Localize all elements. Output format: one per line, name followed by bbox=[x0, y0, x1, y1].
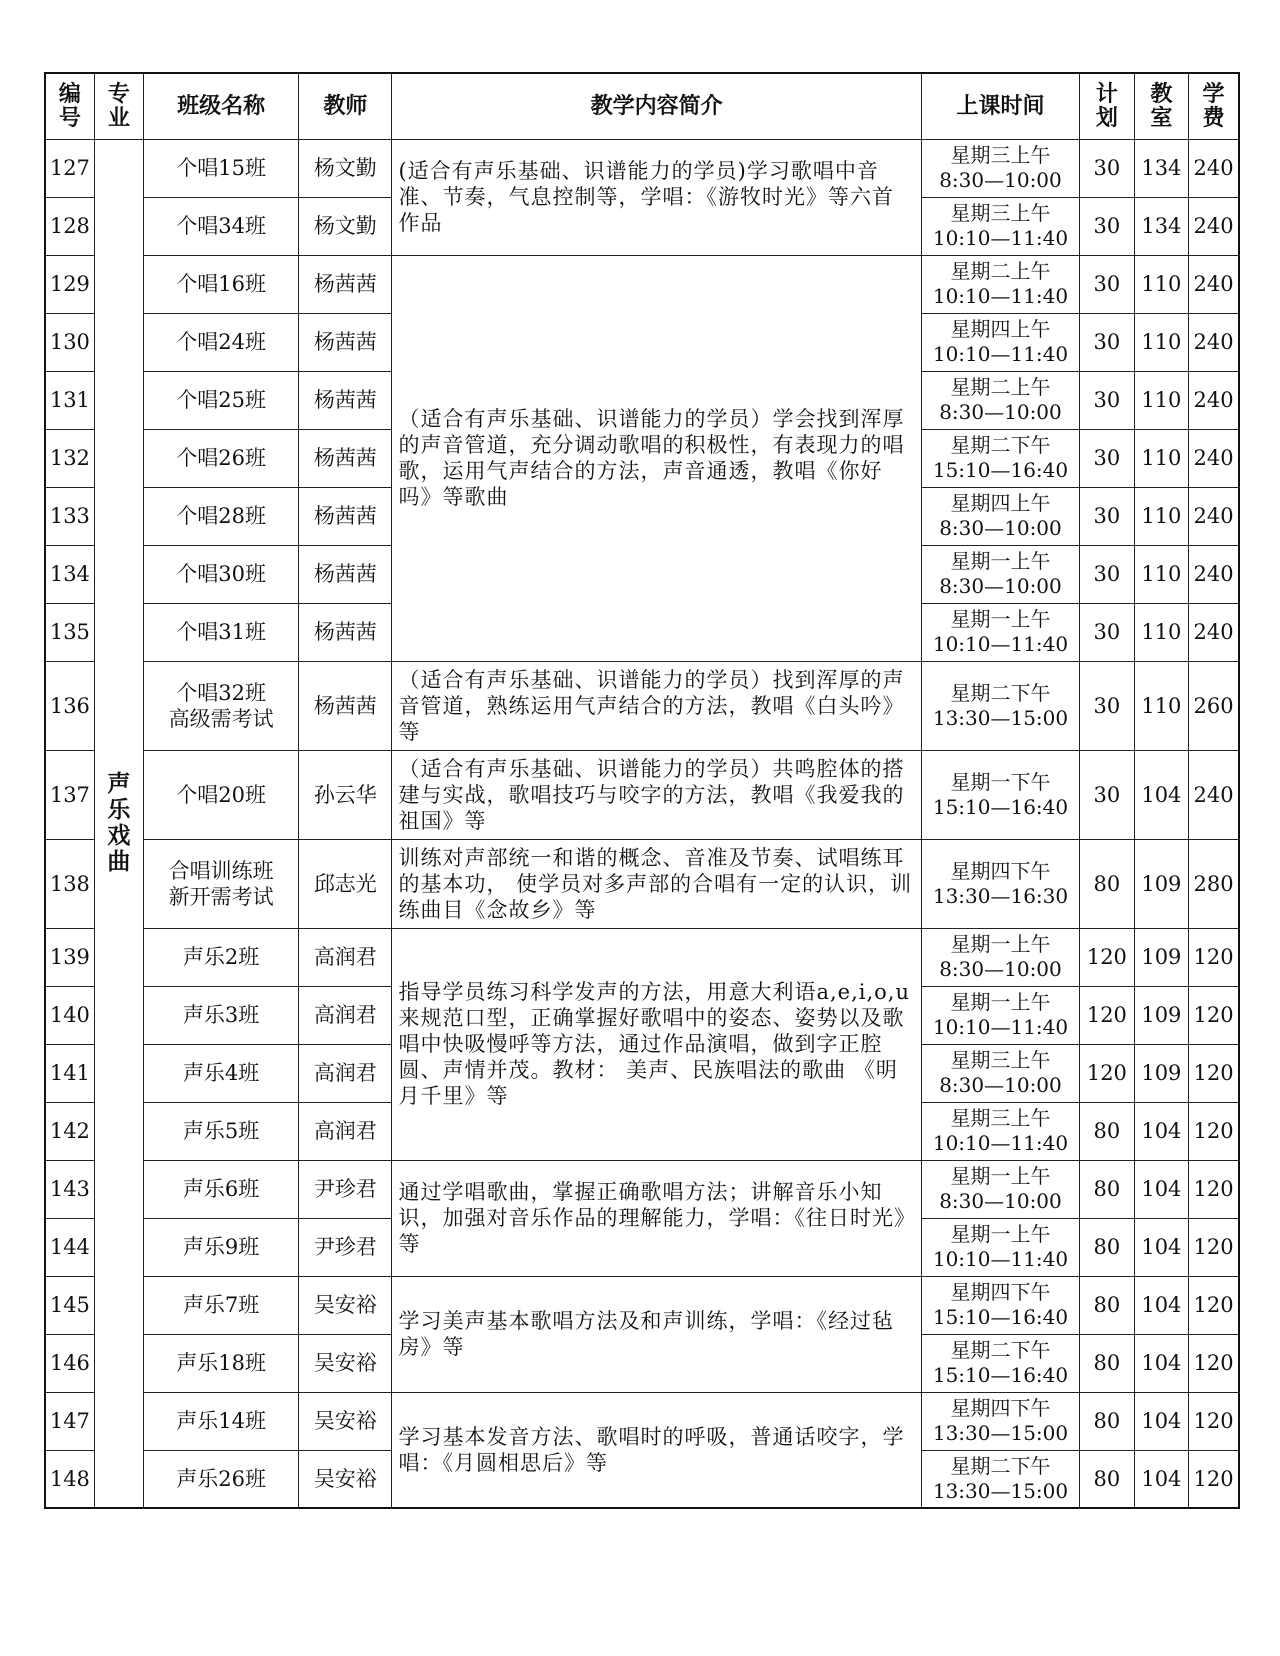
teacher-name: 杨文勤 bbox=[299, 197, 392, 255]
class-day: 星期四上午 bbox=[950, 317, 1051, 341]
teacher-name: 高润君 bbox=[299, 986, 392, 1044]
plan-count: 30 bbox=[1080, 603, 1135, 661]
class-name-part: 个唱25班 bbox=[176, 388, 266, 412]
row-number: 148 bbox=[45, 1450, 94, 1508]
classroom: 110 bbox=[1134, 429, 1189, 487]
class-hours: 8:30—10:00 bbox=[939, 516, 1062, 540]
classroom: 110 bbox=[1134, 603, 1189, 661]
teacher-name: 尹珍君 bbox=[299, 1218, 392, 1276]
class-name-part: 个唱15班 bbox=[176, 156, 266, 180]
class-day: 星期一上午 bbox=[950, 932, 1051, 956]
plan-count: 80 bbox=[1080, 1334, 1135, 1392]
row-number: 139 bbox=[45, 928, 94, 986]
class-time bbox=[921, 661, 1079, 750]
class-name bbox=[144, 197, 299, 255]
class-name bbox=[144, 1392, 299, 1450]
class-time bbox=[921, 487, 1079, 545]
class-name-part: 个唱34班 bbox=[176, 214, 266, 238]
classroom: 110 bbox=[1134, 255, 1189, 313]
class-hours: 8:30—10:00 bbox=[939, 400, 1062, 424]
class-name-part: 个唱30班 bbox=[176, 562, 266, 586]
teacher-name: 杨茜茜 bbox=[299, 487, 392, 545]
course-description: （适合有声乐基础、识谱能力的学员）学会找到浑厚的声音管道，充分调动歌唱的积极性，有表现力的唱歌，运用气声结合的方法，声音通透，教唱《你好吗》等歌曲 bbox=[392, 255, 921, 661]
row-number: 147 bbox=[45, 1392, 94, 1450]
teacher-name: 吴安裕 bbox=[299, 1276, 392, 1334]
class-time bbox=[921, 928, 1079, 986]
class-name-part: 个唱26班 bbox=[176, 446, 266, 470]
class-name bbox=[144, 255, 299, 313]
teacher-name: 吴安裕 bbox=[299, 1392, 392, 1450]
header-plan: 计划 bbox=[1080, 73, 1135, 139]
teacher-name: 杨茜茜 bbox=[299, 603, 392, 661]
class-name-part: 声乐6班 bbox=[182, 1177, 260, 1201]
class-name bbox=[144, 661, 299, 750]
class-name-part: 个唱16班 bbox=[176, 272, 266, 296]
class-time bbox=[921, 1102, 1079, 1160]
header-row bbox=[45, 73, 1239, 139]
classroom: 134 bbox=[1134, 197, 1189, 255]
tuition-fee: 240 bbox=[1189, 487, 1239, 545]
tuition-fee: 240 bbox=[1189, 197, 1239, 255]
course-description: 学习美声基本歌唱方法及和声训练，学唱：《经过毡房》等 bbox=[392, 1276, 921, 1392]
class-name bbox=[144, 986, 299, 1044]
class-name-part: 个唱24班 bbox=[176, 330, 266, 354]
tuition-fee: 240 bbox=[1189, 139, 1239, 197]
row-number: 130 bbox=[45, 313, 94, 371]
table-row bbox=[45, 661, 1239, 750]
class-name-part: 个唱28班 bbox=[176, 504, 266, 528]
classroom: 104 bbox=[1134, 750, 1189, 839]
table-row bbox=[45, 839, 1239, 928]
tuition-fee: 120 bbox=[1189, 1334, 1239, 1392]
header-major: 专业 bbox=[94, 73, 143, 139]
classroom: 110 bbox=[1134, 487, 1189, 545]
row-number: 133 bbox=[45, 487, 94, 545]
classroom: 109 bbox=[1134, 1044, 1189, 1102]
class-name bbox=[144, 487, 299, 545]
class-day: 星期二下午 bbox=[950, 680, 1051, 705]
classroom: 110 bbox=[1134, 661, 1189, 750]
class-time bbox=[921, 313, 1079, 371]
class-name-part: 个唱31班 bbox=[176, 620, 266, 644]
class-name-part: 声乐18班 bbox=[176, 1351, 266, 1375]
class-day: 星期一下午 bbox=[950, 769, 1051, 794]
plan-count: 30 bbox=[1080, 139, 1135, 197]
class-name-part: 声乐2班 bbox=[182, 945, 260, 969]
class-time bbox=[921, 545, 1079, 603]
header-content: 教学内容简介 bbox=[392, 73, 921, 139]
header-teacher: 教师 bbox=[299, 73, 392, 139]
teacher-name: 尹珍君 bbox=[299, 1160, 392, 1218]
tuition-fee: 240 bbox=[1189, 429, 1239, 487]
class-name-part: 声乐9班 bbox=[182, 1235, 260, 1259]
teacher-name: 孙云华 bbox=[299, 750, 392, 839]
tuition-fee: 120 bbox=[1189, 928, 1239, 986]
class-name-part: 声乐3班 bbox=[182, 1003, 260, 1027]
table-row bbox=[45, 1276, 1239, 1334]
class-time bbox=[921, 1392, 1079, 1450]
class-day: 星期四下午 bbox=[950, 858, 1051, 883]
class-day: 星期一上午 bbox=[950, 1222, 1051, 1246]
class-time bbox=[921, 1160, 1079, 1218]
teacher-name: 杨茜茜 bbox=[299, 313, 392, 371]
row-number: 146 bbox=[45, 1334, 94, 1392]
class-time bbox=[921, 603, 1079, 661]
class-name bbox=[144, 1450, 299, 1508]
class-day: 星期三上午 bbox=[950, 1048, 1051, 1072]
class-hours: 10:10—11:40 bbox=[932, 226, 1069, 250]
row-number: 140 bbox=[45, 986, 94, 1044]
table-row bbox=[45, 1160, 1239, 1218]
tuition-fee: 120 bbox=[1189, 1218, 1239, 1276]
class-hours: 15:10—16:40 bbox=[932, 1305, 1069, 1329]
class-name-part: 个唱20班 bbox=[176, 782, 266, 807]
class-name-part: 个唱32班 bbox=[176, 680, 266, 705]
plan-count: 30 bbox=[1080, 545, 1135, 603]
classroom: 104 bbox=[1134, 1102, 1189, 1160]
class-hours: 10:10—11:40 bbox=[932, 1247, 1069, 1271]
class-name bbox=[144, 603, 299, 661]
class-name-part: 声乐14班 bbox=[176, 1409, 266, 1433]
row-number: 142 bbox=[45, 1102, 94, 1160]
plan-count: 120 bbox=[1080, 1044, 1135, 1102]
class-hours: 13:30—16:30 bbox=[932, 883, 1069, 908]
class-hours: 8:30—10:00 bbox=[939, 168, 1062, 192]
row-number: 143 bbox=[45, 1160, 94, 1218]
class-day: 星期三上午 bbox=[950, 143, 1051, 167]
class-time bbox=[921, 1334, 1079, 1392]
classroom: 110 bbox=[1134, 313, 1189, 371]
table-row bbox=[45, 928, 1239, 986]
class-time bbox=[921, 1276, 1079, 1334]
class-day: 星期四下午 bbox=[950, 1280, 1051, 1304]
course-description: 指导学员练习科学发声的方法，用意大利语a,e,i,o,u来规范口型，正确掌握好歌唱中的姿态、姿势以及歌唱中快吸慢呼等方法，通过作品演唱，做到字正腔圆、声情并茂。教材： 美声、民族唱法的歌曲 《明月千里》等 bbox=[392, 928, 921, 1160]
table-row bbox=[45, 750, 1239, 839]
tuition-fee: 120 bbox=[1189, 1276, 1239, 1334]
class-name-part: 高级需考试 bbox=[168, 706, 274, 731]
class-name-part: 声乐4班 bbox=[182, 1061, 260, 1085]
tuition-fee: 120 bbox=[1189, 1160, 1239, 1218]
tuition-fee: 240 bbox=[1189, 255, 1239, 313]
tuition-fee: 120 bbox=[1189, 1450, 1239, 1508]
class-hours: 8:30—10:00 bbox=[939, 957, 1062, 981]
class-day: 星期二下午 bbox=[950, 433, 1051, 457]
classroom: 110 bbox=[1134, 545, 1189, 603]
tuition-fee: 240 bbox=[1189, 545, 1239, 603]
teacher-name: 高润君 bbox=[299, 1044, 392, 1102]
class-name-part: 新开需考试 bbox=[168, 884, 274, 909]
table-row bbox=[45, 1392, 1239, 1450]
class-day: 星期二上午 bbox=[950, 259, 1051, 283]
class-name bbox=[144, 371, 299, 429]
plan-count: 30 bbox=[1080, 429, 1135, 487]
class-hours: 13:30—15:00 bbox=[932, 705, 1069, 730]
class-day: 星期一上午 bbox=[950, 1164, 1051, 1188]
teacher-name: 杨文勤 bbox=[299, 139, 392, 197]
classroom: 104 bbox=[1134, 1334, 1189, 1392]
class-name-part: 声乐7班 bbox=[182, 1293, 260, 1317]
class-name bbox=[144, 1218, 299, 1276]
class-day: 星期三上午 bbox=[950, 201, 1051, 225]
class-name bbox=[144, 839, 299, 928]
class-day: 星期一上午 bbox=[950, 607, 1051, 631]
major-cell bbox=[94, 139, 143, 1508]
classroom: 104 bbox=[1134, 1218, 1189, 1276]
class-time bbox=[921, 371, 1079, 429]
tuition-fee: 120 bbox=[1189, 1044, 1239, 1102]
plan-count: 80 bbox=[1080, 1276, 1135, 1334]
course-description: （适合有声乐基础、识谱能力的学员）共鸣腔体的搭建与实战，歌唱技巧与咬字的方法，教唱《我爱我的祖国》等 bbox=[392, 750, 921, 839]
teacher-name: 高润君 bbox=[299, 1102, 392, 1160]
class-name bbox=[144, 928, 299, 986]
class-name bbox=[144, 429, 299, 487]
class-hours: 10:10—11:40 bbox=[932, 1131, 1069, 1155]
class-time bbox=[921, 197, 1079, 255]
tuition-fee: 260 bbox=[1189, 661, 1239, 750]
class-name bbox=[144, 1276, 299, 1334]
class-hours: 13:30—15:00 bbox=[932, 1478, 1069, 1503]
class-time bbox=[921, 986, 1079, 1044]
classroom: 109 bbox=[1134, 928, 1189, 986]
tuition-fee: 120 bbox=[1189, 1392, 1239, 1450]
class-day: 星期四上午 bbox=[950, 491, 1051, 515]
teacher-name: 吴安裕 bbox=[299, 1450, 392, 1508]
class-day: 星期三上午 bbox=[950, 1106, 1051, 1130]
tuition-fee: 240 bbox=[1189, 750, 1239, 839]
header-time: 上课时间 bbox=[921, 73, 1079, 139]
teacher-name: 杨茜茜 bbox=[299, 429, 392, 487]
plan-count: 80 bbox=[1080, 1450, 1135, 1508]
row-number: 128 bbox=[45, 197, 94, 255]
teacher-name: 杨茜茜 bbox=[299, 661, 392, 750]
course-description: 通过学唱歌曲，掌握正确歌唱方法；讲解音乐小知识，加强对音乐作品的理解能力，学唱：《往日时光》等 bbox=[392, 1160, 921, 1276]
teacher-name: 杨茜茜 bbox=[299, 545, 392, 603]
class-name bbox=[144, 1102, 299, 1160]
tuition-fee: 240 bbox=[1189, 603, 1239, 661]
plan-count: 80 bbox=[1080, 1102, 1135, 1160]
class-hours: 10:10—11:40 bbox=[932, 342, 1069, 366]
major-label: 声乐戏曲 bbox=[107, 770, 131, 876]
plan-count: 80 bbox=[1080, 1392, 1135, 1450]
class-name bbox=[144, 1334, 299, 1392]
teacher-name: 杨茜茜 bbox=[299, 255, 392, 313]
class-hours: 13:30—15:00 bbox=[932, 1421, 1069, 1445]
class-name-part: 合唱训练班 bbox=[168, 858, 274, 883]
plan-count: 30 bbox=[1080, 371, 1135, 429]
teacher-name: 吴安裕 bbox=[299, 1334, 392, 1392]
row-number: 127 bbox=[45, 139, 94, 197]
course-description: (适合有声乐基础、识谱能力的学员)学习歌唱中音准、节奏，气息控制等，学唱：《游牧时光》等六首作品 bbox=[392, 139, 921, 255]
row-number: 145 bbox=[45, 1276, 94, 1334]
plan-count: 120 bbox=[1080, 928, 1135, 986]
row-number: 137 bbox=[45, 750, 94, 839]
class-day: 星期二下午 bbox=[950, 1338, 1051, 1362]
class-time bbox=[921, 429, 1079, 487]
class-name bbox=[144, 750, 299, 839]
teacher-name: 杨茜茜 bbox=[299, 371, 392, 429]
class-hours: 8:30—10:00 bbox=[939, 574, 1062, 598]
classroom: 109 bbox=[1134, 839, 1189, 928]
class-hours: 10:10—11:40 bbox=[932, 284, 1069, 308]
classroom: 104 bbox=[1134, 1450, 1189, 1508]
course-table bbox=[44, 72, 1240, 1509]
class-name bbox=[144, 139, 299, 197]
classroom: 104 bbox=[1134, 1160, 1189, 1218]
plan-count: 30 bbox=[1080, 313, 1135, 371]
class-name bbox=[144, 1044, 299, 1102]
header-fee: 学费 bbox=[1189, 73, 1239, 139]
table-row bbox=[45, 255, 1239, 313]
class-name-part: 声乐26班 bbox=[176, 1466, 266, 1491]
class-name bbox=[144, 1160, 299, 1218]
plan-count: 30 bbox=[1080, 255, 1135, 313]
class-day: 星期一上午 bbox=[950, 549, 1051, 573]
class-name-part: 声乐5班 bbox=[182, 1119, 260, 1143]
row-number: 141 bbox=[45, 1044, 94, 1102]
row-number: 136 bbox=[45, 661, 94, 750]
plan-count: 30 bbox=[1080, 487, 1135, 545]
class-time bbox=[921, 255, 1079, 313]
row-number: 144 bbox=[45, 1218, 94, 1276]
class-time bbox=[921, 839, 1079, 928]
class-time bbox=[921, 139, 1079, 197]
class-time bbox=[921, 1218, 1079, 1276]
classroom: 104 bbox=[1134, 1392, 1189, 1450]
row-number: 135 bbox=[45, 603, 94, 661]
header-class-name: 班级名称 bbox=[144, 73, 299, 139]
tuition-fee: 120 bbox=[1189, 986, 1239, 1044]
tuition-fee: 280 bbox=[1189, 839, 1239, 928]
row-number: 134 bbox=[45, 545, 94, 603]
classroom: 104 bbox=[1134, 1276, 1189, 1334]
course-description: 学习基本发音方法、歌唱时的呼吸，普通话咬字，学唱：《月圆相思后》等 bbox=[392, 1392, 921, 1508]
header-no: 编号 bbox=[45, 73, 94, 139]
class-day: 星期一上午 bbox=[950, 990, 1051, 1014]
class-name bbox=[144, 545, 299, 603]
table-row bbox=[45, 139, 1239, 197]
plan-count: 30 bbox=[1080, 661, 1135, 750]
class-day: 星期二上午 bbox=[950, 375, 1051, 399]
header-room: 教室 bbox=[1134, 73, 1189, 139]
class-time bbox=[921, 1044, 1079, 1102]
plan-count: 80 bbox=[1080, 839, 1135, 928]
course-description: 训练对声部统一和谐的概念、音准及节奏、试唱练耳的基本功， 使学员对多声部的合唱有一定的认识，训练曲目《念故乡》等 bbox=[392, 839, 921, 928]
classroom: 134 bbox=[1134, 139, 1189, 197]
class-hours: 15:10—16:40 bbox=[932, 1363, 1069, 1387]
class-time bbox=[921, 1450, 1079, 1508]
course-description: （适合有声乐基础、识谱能力的学员）找到浑厚的声音管道，熟练运用气声结合的方法，教唱《白头吟》等 bbox=[392, 661, 921, 750]
class-day: 星期四下午 bbox=[950, 1396, 1051, 1420]
tuition-fee: 240 bbox=[1189, 313, 1239, 371]
class-hours: 15:10—16:40 bbox=[932, 458, 1069, 482]
row-number: 131 bbox=[45, 371, 94, 429]
plan-count: 30 bbox=[1080, 750, 1135, 839]
row-number: 132 bbox=[45, 429, 94, 487]
tuition-fee: 240 bbox=[1189, 371, 1239, 429]
class-hours: 8:30—10:00 bbox=[939, 1189, 1062, 1213]
plan-count: 80 bbox=[1080, 1160, 1135, 1218]
class-hours: 10:10—11:40 bbox=[932, 1015, 1069, 1039]
classroom: 110 bbox=[1134, 371, 1189, 429]
class-name bbox=[144, 313, 299, 371]
table-body bbox=[45, 139, 1239, 1508]
row-number: 129 bbox=[45, 255, 94, 313]
plan-count: 120 bbox=[1080, 986, 1135, 1044]
class-hours: 10:10—11:40 bbox=[932, 632, 1069, 656]
class-day: 星期二下午 bbox=[950, 1453, 1051, 1478]
class-time bbox=[921, 750, 1079, 839]
teacher-name: 高润君 bbox=[299, 928, 392, 986]
classroom: 109 bbox=[1134, 986, 1189, 1044]
teacher-name: 邱志光 bbox=[299, 839, 392, 928]
class-hours: 8:30—10:00 bbox=[939, 1073, 1062, 1097]
tuition-fee: 120 bbox=[1189, 1102, 1239, 1160]
plan-count: 80 bbox=[1080, 1218, 1135, 1276]
plan-count: 30 bbox=[1080, 197, 1135, 255]
class-hours: 15:10—16:40 bbox=[932, 794, 1069, 819]
row-number: 138 bbox=[45, 839, 94, 928]
